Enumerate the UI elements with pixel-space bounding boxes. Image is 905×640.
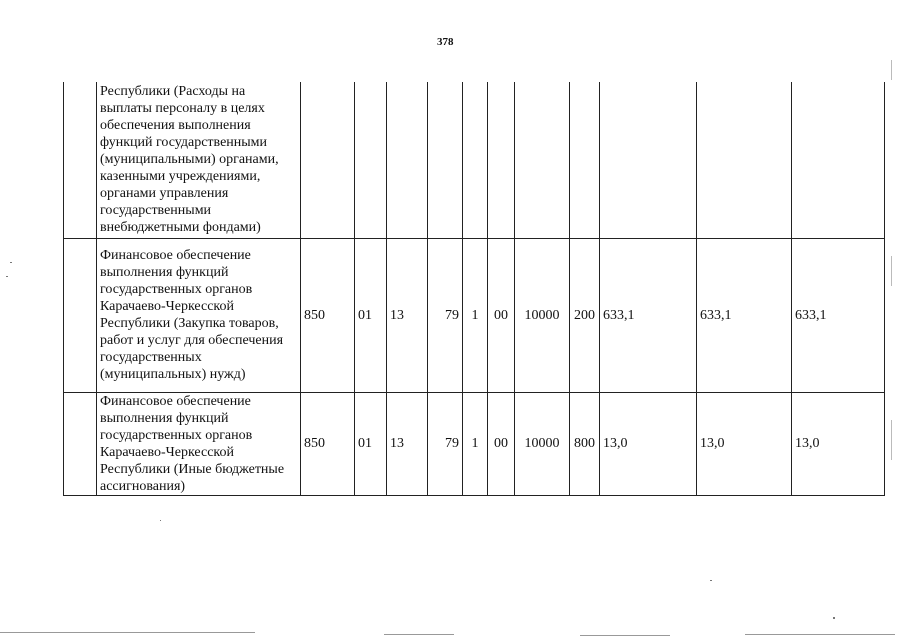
scan-speck	[10, 262, 12, 263]
target-main-event-cell	[488, 82, 515, 238]
code-cell: 850	[301, 238, 355, 392]
expense-type-cell: 200	[570, 238, 600, 392]
amount-cell-2: 13,0	[697, 392, 792, 495]
target-subprogram-cell: 1	[463, 392, 488, 495]
scan-bottom-line	[580, 635, 670, 636]
description-cell: Республики (Расходы на выплаты персоналу в целях обеспечения выполнения функций государственными (муниципальными) органами, казенными учреждениями, органами управления государственными внебюджетными фондами)	[97, 82, 301, 238]
amount-cell-3: 13,0	[792, 392, 885, 495]
scan-bottom-line	[0, 632, 255, 633]
amount-cell-3: 633,1	[792, 238, 885, 392]
page-number: 378	[437, 36, 454, 48]
amount-cell-2: 633,1	[697, 238, 792, 392]
target-main-event-cell: 00	[488, 238, 515, 392]
amount-cell-3	[792, 82, 885, 238]
subsection-cell	[387, 82, 428, 238]
target-direction-cell: 10000	[515, 238, 570, 392]
budget-table	[63, 82, 885, 496]
subsection-cell: 13	[387, 238, 428, 392]
subsection-cell: 13	[387, 392, 428, 495]
target-subprogram-cell: 1	[463, 238, 488, 392]
amount-cell-1	[600, 82, 697, 238]
scan-speck	[710, 580, 712, 581]
target-direction-cell	[515, 82, 570, 238]
section-cell: 01	[355, 238, 387, 392]
amount-cell-2	[697, 82, 792, 238]
expense-type-cell: 800	[570, 392, 600, 495]
scan-edge-mark	[891, 256, 892, 286]
table-row	[64, 392, 885, 495]
target-subprogram-cell	[463, 82, 488, 238]
target-program-cell: 79	[428, 238, 463, 392]
scan-bottom-line	[384, 634, 454, 635]
amount-cell-1: 13,0	[600, 392, 697, 495]
index-cell	[64, 238, 97, 392]
section-cell: 01	[355, 392, 387, 495]
section-cell	[355, 82, 387, 238]
code-cell	[301, 82, 355, 238]
table-row	[64, 82, 885, 238]
target-main-event-cell: 00	[488, 392, 515, 495]
scan-bottom-line	[745, 634, 895, 635]
scan-speck	[160, 520, 161, 521]
table-row	[64, 238, 885, 392]
target-direction-cell: 10000	[515, 392, 570, 495]
code-cell: 850	[301, 392, 355, 495]
scan-edge-mark	[891, 420, 892, 460]
amount-cell-1: 633,1	[600, 238, 697, 392]
index-cell	[64, 392, 97, 495]
description-cell: Финансовое обеспечение выполнения функций государственных органов Карачаево-Черкесской Республики (Иные бюджетные ассигнования)	[97, 392, 301, 495]
scan-speck	[6, 276, 8, 277]
scan-speck	[833, 617, 835, 619]
target-program-cell	[428, 82, 463, 238]
index-cell	[64, 82, 97, 238]
description-cell: Финансовое обеспечение выполнения функций государственных органов Карачаево-Черкесской Республики (Закупка товаров, работ и услуг для обеспечения государственных (муниципальных) нужд)	[97, 238, 301, 392]
scan-edge-mark	[891, 60, 892, 80]
target-program-cell: 79	[428, 392, 463, 495]
expense-type-cell	[570, 82, 600, 238]
